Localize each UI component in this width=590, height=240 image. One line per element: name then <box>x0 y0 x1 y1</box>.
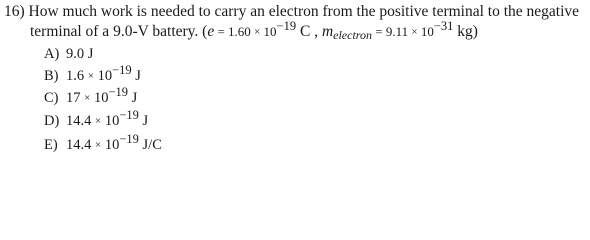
question-line-2 <box>30 19 478 43</box>
choice-d-times: × <box>95 115 102 127</box>
electron-mass-unit: kg) <box>453 23 478 40</box>
choice-b-exponent: −19 <box>112 63 132 77</box>
choice-c-unit: J <box>128 90 138 106</box>
electron-mass-base: 10 <box>417 24 434 39</box>
choice-d-unit: J <box>138 113 149 129</box>
electron-mass-symbol: m <box>321 23 334 40</box>
question-text-line-2: terminal of a 9.0-V battery. ( <box>30 23 208 40</box>
choice-d-letter: D) <box>44 113 60 129</box>
choice-e-exponent: −19 <box>119 132 139 146</box>
choice-c-times: × <box>84 92 91 104</box>
choice-a <box>44 44 93 64</box>
electron-charge-exponent: −19 <box>276 19 297 33</box>
electron-charge-base: 10 <box>260 24 277 39</box>
choice-e-base: 10 <box>101 137 120 153</box>
electron-mass-exponent: −31 <box>433 19 454 33</box>
electron-charge-symbol: e <box>207 23 215 40</box>
choice-e <box>44 132 162 156</box>
electron-mass-value: = 9.11 <box>372 24 412 39</box>
electron-charge-value: = 1.60 <box>214 24 255 39</box>
choice-d <box>44 108 149 132</box>
electron-mass-times: × <box>411 26 418 38</box>
choice-a-letter: A) <box>44 46 60 62</box>
choice-b-times: × <box>87 70 94 82</box>
choice-b-text: 1.6 <box>66 68 88 84</box>
choice-c-text: 17 <box>66 90 85 106</box>
choice-b-unit: J <box>131 68 141 84</box>
choice-a-text: 9.0 J <box>66 46 94 62</box>
electron-charge-unit: C , <box>296 23 319 40</box>
choice-b-base: 10 <box>93 68 113 84</box>
choice-c-letter: C) <box>44 90 59 106</box>
choice-b <box>44 63 141 87</box>
choice-d-text: 14.4 <box>66 113 95 129</box>
choice-e-text: 14.4 <box>66 137 95 153</box>
electron-mass-subscript: electron <box>333 28 373 42</box>
choice-b-letter: B) <box>44 68 59 84</box>
question-number: 16) <box>4 3 25 20</box>
choice-e-times: × <box>95 139 102 151</box>
electron-charge-times: × <box>254 26 261 38</box>
choice-c-base: 10 <box>90 90 109 106</box>
question-text-line-1: How much work is needed to carry an electron from the positive terminal to the negative <box>28 3 580 20</box>
choice-d-base: 10 <box>101 113 120 129</box>
choice-d-exponent: −19 <box>119 108 139 122</box>
choice-c <box>44 85 138 109</box>
choice-e-unit: J/C <box>138 137 162 153</box>
choice-e-letter: E) <box>44 137 58 153</box>
choice-c-exponent: −19 <box>108 85 129 99</box>
